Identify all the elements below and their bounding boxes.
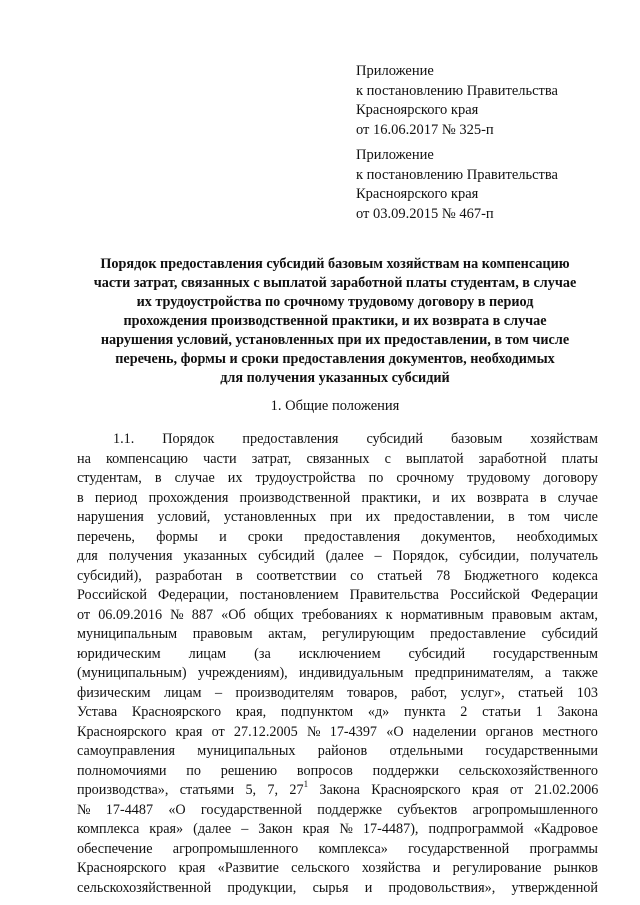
word: Порядок <box>162 431 215 447</box>
word: сроки <box>247 528 283 545</box>
word: «д» <box>367 704 390 720</box>
word: полномочиями <box>77 762 167 779</box>
word: – <box>374 548 382 564</box>
word: 2 <box>460 704 468 720</box>
appendix-line: Красноярского края <box>356 186 479 202</box>
word: № <box>77 801 91 818</box>
word: в <box>77 489 84 506</box>
word: и <box>364 879 373 896</box>
word: связанных <box>306 450 370 467</box>
word: их <box>227 470 243 486</box>
paragraph-line <box>77 723 598 743</box>
word: сырья <box>312 879 349 896</box>
paragraph-line <box>77 606 598 626</box>
word: 17-4397 <box>329 723 378 740</box>
word: производственной <box>239 489 351 506</box>
word: агропромышленного <box>472 801 598 818</box>
word: «О <box>168 801 186 818</box>
word: подпунктом <box>280 704 354 720</box>
title-line: прохождения производственной практики, и их возврата в случае <box>123 313 547 329</box>
word: (муниципальным) <box>77 665 187 681</box>
word: платы <box>561 450 598 467</box>
word: на <box>77 450 91 467</box>
word: их <box>365 509 381 525</box>
word: края <box>178 860 206 876</box>
word: их <box>451 489 466 506</box>
word: комплекса <box>77 821 140 837</box>
word: 103 <box>576 684 598 701</box>
word: индивидуальным <box>298 665 404 681</box>
word: заработной <box>478 450 547 467</box>
word: субсидий <box>366 431 423 447</box>
paragraph-line <box>77 859 598 879</box>
word: студентам, <box>77 470 142 486</box>
word: статьи <box>482 704 521 720</box>
paragraph-line <box>77 762 598 782</box>
word: работ, <box>410 684 448 701</box>
word: Федерации <box>530 587 598 603</box>
paragraph-line <box>77 528 598 548</box>
word: для <box>77 548 98 564</box>
word: субсидии, <box>459 548 520 564</box>
word: Закон <box>258 821 293 837</box>
word: отдельными <box>389 743 464 759</box>
word: Красноярского <box>131 704 222 720</box>
word: 17-4487 <box>105 801 154 818</box>
word: пункта <box>403 704 446 720</box>
word: предоставлении, <box>393 509 495 525</box>
word: субсидий <box>258 548 315 564</box>
word: правовым <box>192 626 253 642</box>
word: товаров, <box>347 684 398 701</box>
word: субсидий <box>408 645 466 662</box>
word: 06.09.2016 <box>98 606 163 623</box>
word: субсидий <box>541 626 598 642</box>
appendix-block-original <box>356 146 558 224</box>
word: также <box>562 665 598 681</box>
word: (за <box>254 645 271 662</box>
paragraph-line <box>77 489 598 509</box>
word: числе <box>563 509 598 525</box>
paragraph-line <box>77 703 598 723</box>
word: Устава <box>77 704 118 720</box>
word: поддержке <box>317 801 382 818</box>
word: соответствии <box>256 567 337 584</box>
paragraph-line-part: производства», статьями 5, 7, 27 <box>77 782 304 798</box>
title-line: части затрат, связанных с выплатой заработной платы студентам, в случае <box>93 275 577 291</box>
word: 1 <box>535 704 543 720</box>
paragraph-line <box>77 820 598 840</box>
word: «Об <box>221 606 246 623</box>
word: актам, <box>559 606 598 623</box>
word: края <box>175 723 203 740</box>
word: возврата <box>476 489 529 506</box>
word: по <box>186 762 201 779</box>
paragraph-line-part: Закона Красноярского края от 21.02.2006 <box>308 782 599 798</box>
word: базовым <box>450 431 503 447</box>
word: в <box>235 567 243 584</box>
word: и <box>219 528 227 545</box>
word: разработан <box>155 567 223 584</box>
word: регулирование <box>452 860 542 876</box>
word: по <box>368 470 384 486</box>
word: необходимых <box>516 528 598 545</box>
word: перечень, <box>77 528 135 545</box>
word: нарушения <box>77 509 144 525</box>
word: 17-4487), <box>362 821 419 837</box>
appendix-line: от 03.09.2015 № 467-п <box>356 205 494 222</box>
word: прохождения <box>148 489 229 506</box>
word: правовым <box>491 606 552 623</box>
word: вопросов <box>296 762 353 779</box>
word: хозяйства <box>361 860 421 876</box>
word: Правительства <box>349 587 439 603</box>
paragraph-line <box>77 801 598 821</box>
word: условий, <box>157 509 211 525</box>
word: постановлением <box>239 587 339 603</box>
word: случае <box>174 470 215 486</box>
word: от <box>211 723 225 740</box>
word: требованиях <box>301 606 378 623</box>
word: предпринимателям, <box>414 665 534 681</box>
word: края <box>302 821 330 837</box>
word: сельскохозяйственного <box>458 762 598 779</box>
word: рынков <box>553 860 598 876</box>
word: физическим <box>77 684 151 701</box>
title-line: нарушения условий, установленных при их предоставлении, в том числе <box>100 332 570 348</box>
word: сельского <box>291 860 350 876</box>
word: 1.1. <box>113 431 135 447</box>
footnote-marker: 1 <box>303 779 309 790</box>
word: Федерации, <box>157 587 229 603</box>
word: формы <box>156 528 198 545</box>
word: указанных <box>183 548 248 564</box>
word: Бюджетного <box>463 567 539 584</box>
word: утвержденной <box>511 879 598 896</box>
paragraph-line-with-footnote <box>77 781 598 801</box>
word: края, <box>235 704 267 720</box>
word: части <box>203 450 237 467</box>
title-line: Порядок предоставления субсидий базовым хозяйствам на компенсацию <box>100 256 570 272</box>
word: агропромышленного <box>172 840 299 857</box>
word: государственным <box>493 645 598 662</box>
word: со <box>350 567 364 584</box>
word: программы <box>529 840 598 857</box>
word: поддержки <box>372 762 440 779</box>
word: статьей <box>518 684 564 701</box>
word: продукции, <box>227 879 297 896</box>
word: предоставления <box>242 431 339 447</box>
word: в <box>539 489 547 506</box>
section-heading: 1. Общие положения <box>270 398 400 414</box>
word: 887 <box>191 606 214 623</box>
word: срочному <box>396 470 455 486</box>
word: от <box>77 606 91 623</box>
appendix-line: Красноярского края <box>356 102 479 118</box>
word: а <box>544 665 552 681</box>
word: трудовому <box>467 470 531 486</box>
word: 27.12.2005 <box>233 723 298 740</box>
word: в <box>154 470 162 486</box>
word: актам, <box>268 626 307 642</box>
paragraph-line <box>77 664 598 684</box>
paragraph-line <box>77 840 598 860</box>
word: решению <box>220 762 278 779</box>
word: Порядок, <box>392 548 449 564</box>
document-title <box>70 255 600 388</box>
word: государственной <box>408 840 510 857</box>
word: период <box>94 489 138 506</box>
paragraph-line <box>77 684 598 704</box>
word: производителям <box>235 684 334 701</box>
word: предоставление <box>430 626 526 642</box>
word: установленных <box>223 509 317 525</box>
appendix-block-current <box>356 62 558 140</box>
word: № <box>306 723 321 740</box>
word: затрат, <box>251 450 292 467</box>
word: «О <box>386 723 404 740</box>
word: предоставления <box>304 528 401 545</box>
word: наделении <box>412 723 477 740</box>
word: «Кадровое <box>533 821 598 837</box>
word: услуг», <box>460 684 505 701</box>
word: с <box>384 450 391 467</box>
word: № <box>339 821 353 837</box>
word: в <box>508 509 515 525</box>
paragraph-line <box>77 508 598 528</box>
word: лицам <box>163 684 202 701</box>
paragraph-line <box>77 586 598 606</box>
title-line: перечень, формы и сроки предоставления документов, необходимых <box>115 351 555 367</box>
word: Закона <box>557 704 598 720</box>
word: обеспечение <box>77 840 153 857</box>
paragraph-line <box>77 645 598 665</box>
word: Красноярского <box>77 860 167 876</box>
appendix-line: к постановлению Правительства <box>356 166 558 183</box>
word: «Развитие <box>217 860 279 876</box>
paragraph-line <box>77 450 598 470</box>
word: общих <box>253 606 294 623</box>
word: нормативным <box>400 606 484 623</box>
word: получения <box>108 548 173 564</box>
word: государственными <box>485 743 598 759</box>
word: и <box>432 489 440 506</box>
paragraph-1-1 <box>77 430 598 898</box>
word: 78 <box>436 567 451 584</box>
paragraph-line <box>77 567 598 587</box>
word: (далее <box>193 821 232 837</box>
paragraph-line <box>77 430 598 450</box>
word: практики, <box>361 489 422 506</box>
word: хозяйствам <box>530 431 598 447</box>
word: статьей <box>377 567 423 584</box>
word: органов <box>485 723 534 740</box>
word: документов, <box>421 528 496 545</box>
word: учреждениям), <box>197 665 288 681</box>
word: и <box>432 860 441 876</box>
word: случае <box>557 489 598 506</box>
word: края» <box>149 821 184 837</box>
word: выплатой <box>406 450 464 467</box>
appendix-line: Приложение <box>356 147 434 163</box>
word: муниципальным <box>77 626 178 642</box>
title-line: их трудоустройства по срочному трудовому договору в период <box>136 294 534 310</box>
word: государственной <box>200 801 303 818</box>
word: субъектов <box>397 801 458 818</box>
paragraph-line <box>77 625 598 645</box>
word: Красноярского <box>77 723 167 740</box>
paragraph-line <box>77 547 598 567</box>
paragraph-line <box>77 742 598 762</box>
word: районов <box>317 743 368 759</box>
word: подпрограммой <box>428 821 524 837</box>
word: сельскохозяйственной <box>77 879 212 896</box>
word: Российской <box>450 587 520 603</box>
word: получатель <box>530 548 598 564</box>
appendix-line: от 16.06.2017 № 325-п <box>356 121 494 138</box>
word: муниципальных <box>197 743 296 759</box>
word: компенсацию <box>105 450 188 467</box>
paragraph-line <box>77 879 598 899</box>
word: к <box>385 606 393 623</box>
word: продовольствия», <box>388 879 496 896</box>
word: трудоустройства <box>255 470 356 486</box>
word: при <box>329 509 353 525</box>
word: юридическим <box>77 645 161 662</box>
word: том <box>528 509 551 525</box>
word: Российской <box>77 587 147 603</box>
appendix-line: Приложение <box>356 63 434 79</box>
word: кодекса <box>552 567 598 584</box>
word: комплекса» <box>318 840 388 857</box>
appendix-line: к постановлению Правительства <box>356 82 558 99</box>
word: – <box>241 821 249 837</box>
word: – <box>214 684 223 701</box>
word: № <box>170 606 184 623</box>
word: договору <box>543 470 598 486</box>
title-line: для получения указанных субсидий <box>220 370 450 386</box>
word: лицам <box>188 645 227 662</box>
word: субсидий), <box>77 567 142 584</box>
word: местного <box>542 723 598 740</box>
word: (далее <box>325 548 364 564</box>
word: исключением <box>298 645 381 662</box>
word: самоуправления <box>77 743 175 759</box>
word: регулирующим <box>321 626 415 642</box>
paragraph-line <box>77 469 598 489</box>
